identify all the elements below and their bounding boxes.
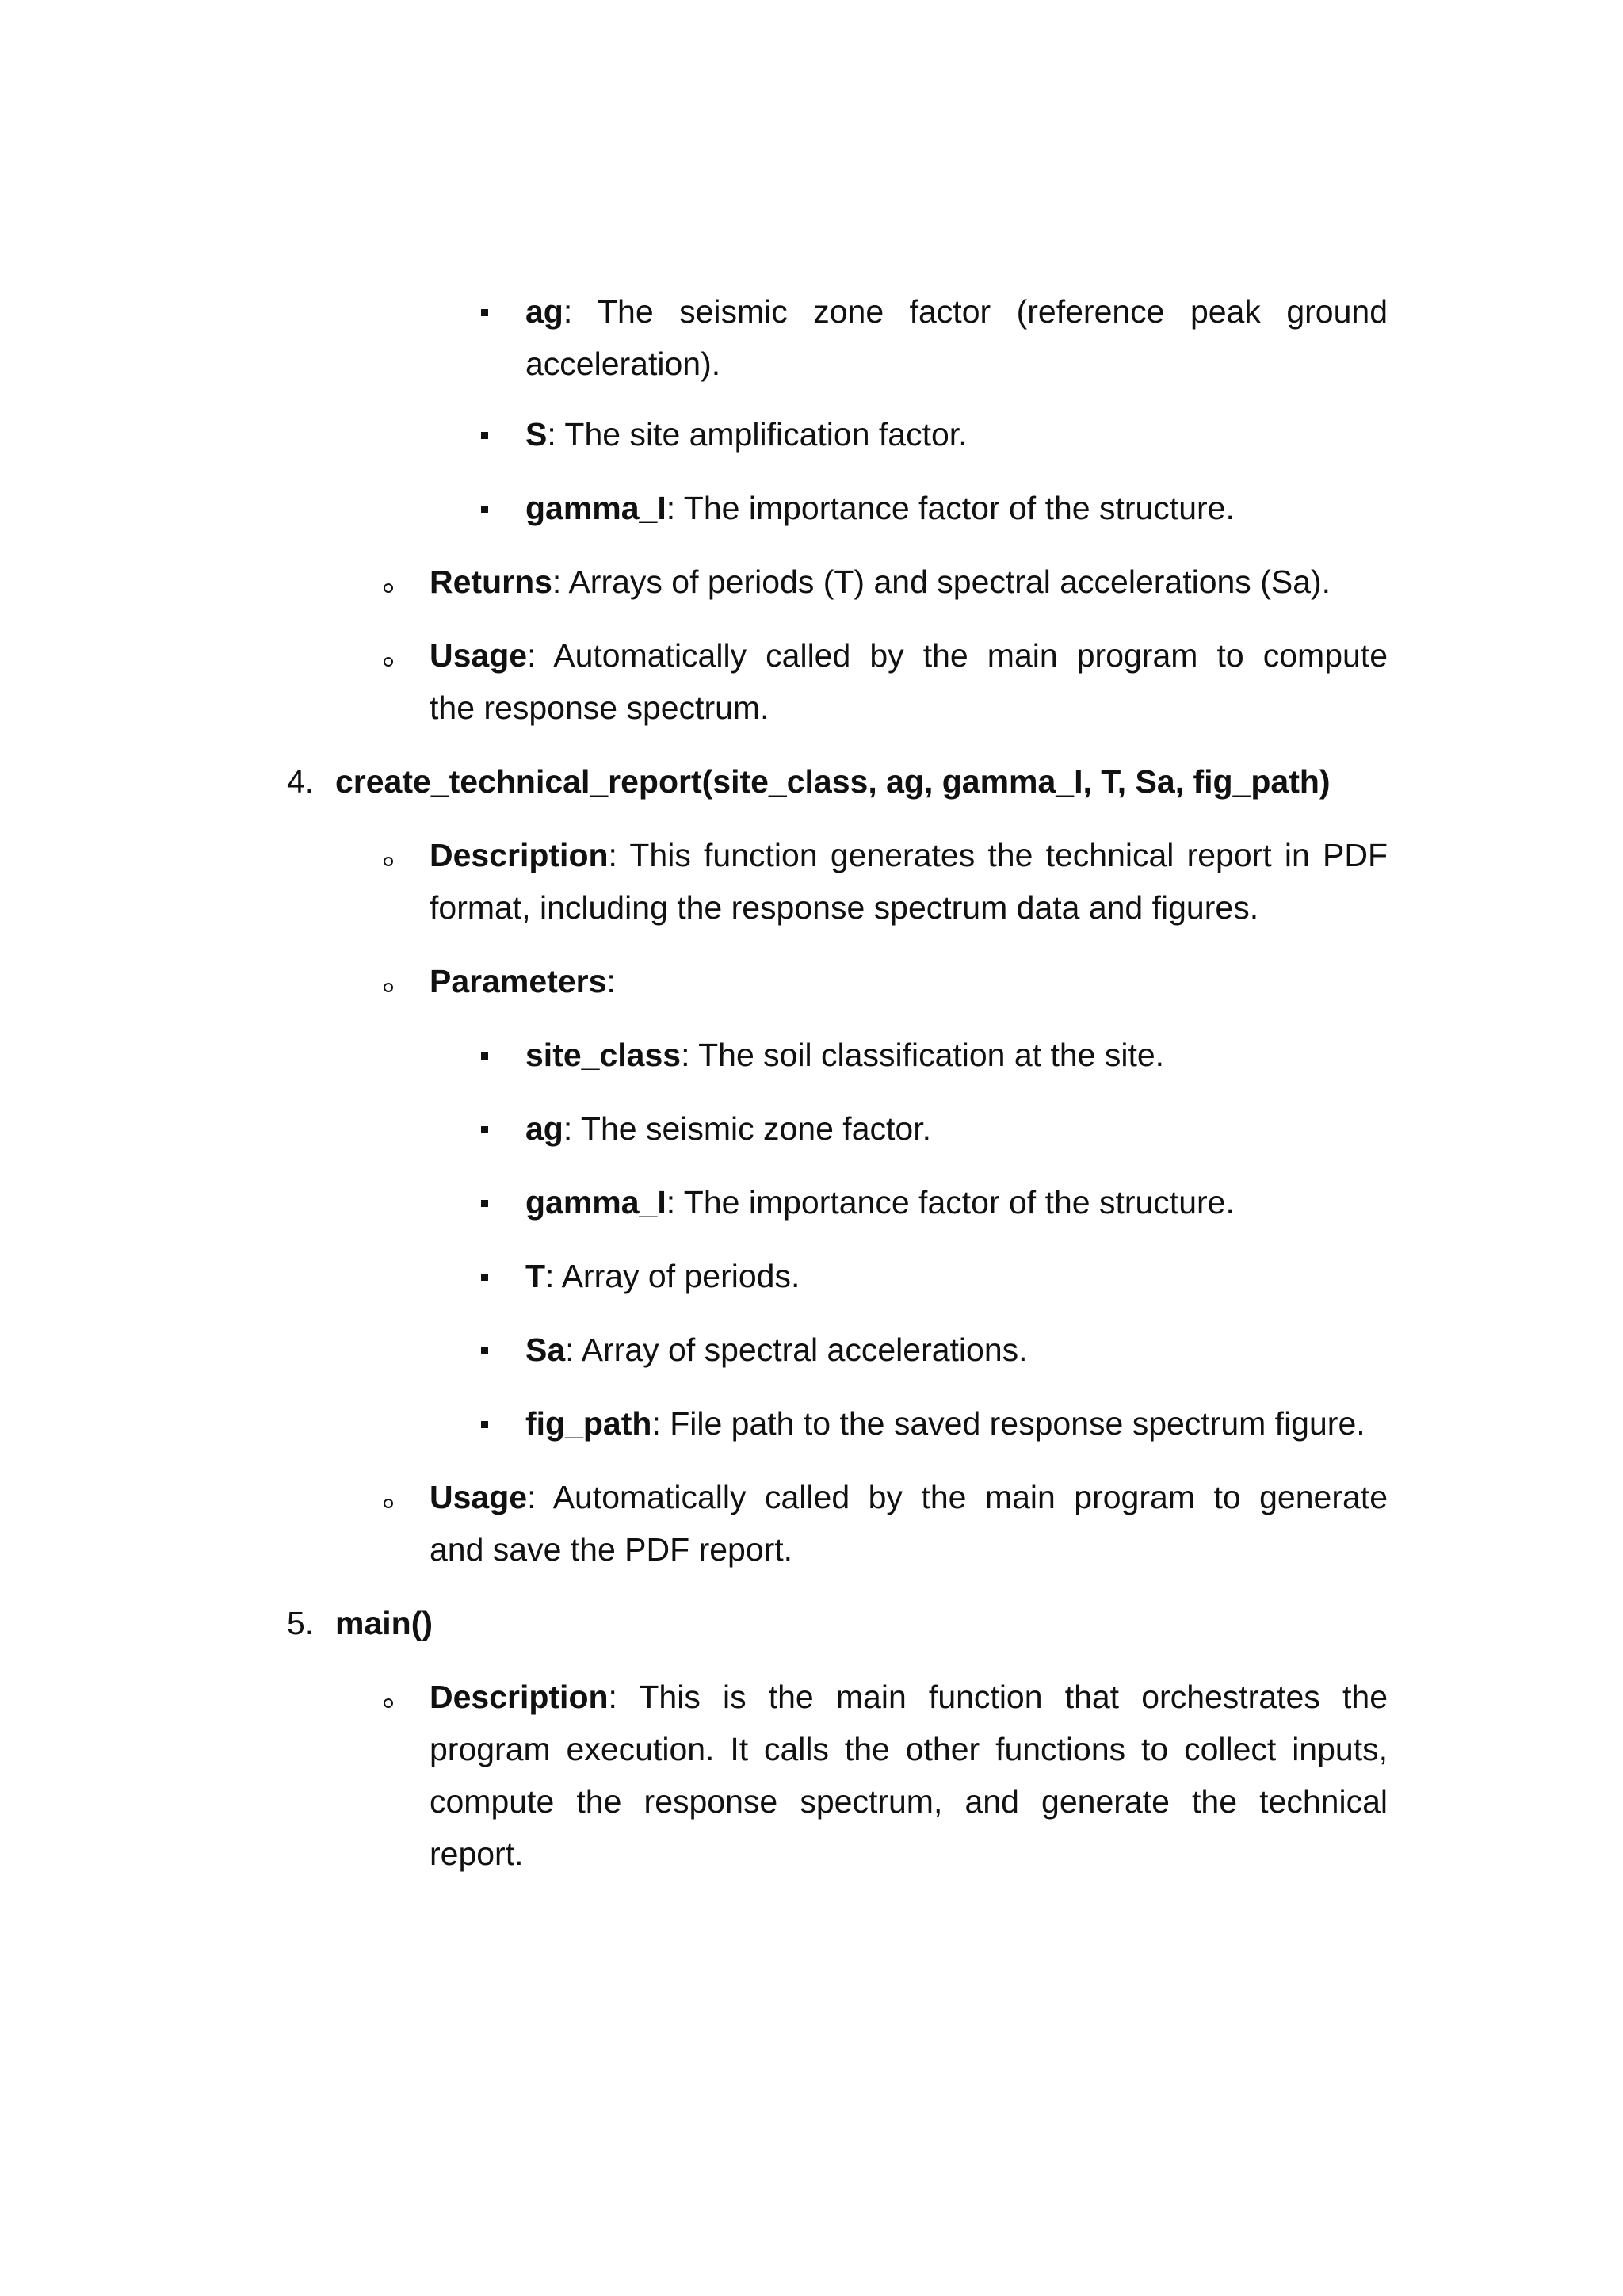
parameters-item: Parameters: <box>430 963 616 999</box>
usage-item-line1 <box>430 1479 1388 1515</box>
item-term: Returns <box>430 563 552 600</box>
description-item-line1 <box>430 837 1388 873</box>
description-item-line1 <box>430 1679 1388 1715</box>
item-term: Usage <box>430 1479 528 1515</box>
param-desc: : The site amplification factor. <box>547 416 968 453</box>
param-desc: : The importance factor of the structure. <box>666 1184 1235 1221</box>
circle-bullet-icon <box>384 1499 393 1508</box>
item-desc: : This is the main function that orchestrates the <box>608 1679 1388 1715</box>
item-desc: : Automatically called by the main program to compute <box>527 637 1388 674</box>
param-term: ag <box>525 1110 563 1147</box>
square-bullet-icon <box>481 1052 488 1060</box>
circle-bullet-icon <box>384 657 393 667</box>
item-term: Parameters <box>430 963 607 999</box>
description-item-line2: program execution. It calls the other functions to collect inputs, <box>430 1731 1388 1767</box>
square-bullet-icon <box>481 1347 488 1354</box>
usage-item-line1 <box>430 637 1388 674</box>
param-desc: : The soil classification at the site. <box>681 1037 1165 1073</box>
param-fig-path <box>525 1405 1365 1442</box>
list-number: 5. <box>287 1605 315 1641</box>
param-term: gamma_I <box>525 490 666 526</box>
param-desc: : Array of spectral accelerations. <box>565 1331 1028 1368</box>
param-s <box>525 416 968 453</box>
param-gamma-i <box>525 1184 1235 1221</box>
usage-item-line2: and save the PDF report. <box>430 1531 793 1568</box>
param-desc: : File path to the saved response spectrum figure. <box>651 1405 1365 1442</box>
square-bullet-icon <box>481 1200 488 1207</box>
square-bullet-icon <box>481 309 488 316</box>
param-ag-line2: acceleration). <box>525 346 721 382</box>
param-term: T <box>525 1258 546 1294</box>
param-desc: : Array of periods. <box>545 1258 800 1294</box>
param-term: site_class <box>525 1037 682 1073</box>
param-term: ag <box>525 293 563 330</box>
param-ag-line1 <box>525 293 1388 330</box>
returns-item <box>430 563 1331 600</box>
function-heading: create_technical_report(site_class, ag, gamma_I, T, Sa, fig_path) <box>335 763 1331 800</box>
param-gamma-i <box>525 490 1235 526</box>
param-term: Sa <box>525 1331 566 1368</box>
square-bullet-icon <box>481 506 488 513</box>
item-desc: : This function generates the technical report in PDF <box>608 837 1388 873</box>
description-item-line4: report. <box>430 1836 524 1872</box>
circle-bullet-icon <box>384 1698 393 1708</box>
param-ag <box>525 1110 931 1147</box>
description-item-line3: compute the response spectrum, and generate the technical <box>430 1783 1388 1820</box>
param-desc: : The seismic zone factor. <box>563 1110 931 1147</box>
function-heading: main() <box>335 1605 433 1641</box>
circle-bullet-icon <box>384 983 393 992</box>
param-desc: : The importance factor of the structure. <box>666 490 1235 526</box>
list-number: 4. <box>287 763 315 800</box>
item-term: Description <box>430 1679 609 1715</box>
square-bullet-icon <box>481 1274 488 1281</box>
item-desc: : Arrays of periods (T) and spectral accelerations (Sa). <box>552 563 1331 600</box>
square-bullet-icon <box>481 1126 488 1133</box>
square-bullet-icon <box>481 432 488 439</box>
item-desc: : Automatically called by the main program to generate <box>527 1479 1388 1515</box>
param-term: gamma_I <box>525 1184 666 1221</box>
square-bullet-icon <box>481 1421 488 1428</box>
param-term: fig_path <box>525 1405 652 1442</box>
param-t <box>525 1258 800 1294</box>
description-item-line2: format, including the response spectrum data and figures. <box>430 889 1259 926</box>
item-term: Usage <box>430 637 528 674</box>
circle-bullet-icon <box>384 583 393 593</box>
usage-item-line2: the response spectrum. <box>430 690 769 726</box>
param-term: S <box>525 416 548 453</box>
param-desc: : The seismic zone factor (reference peak ground <box>563 293 1388 330</box>
circle-bullet-icon <box>384 857 393 866</box>
param-sa <box>525 1331 1028 1368</box>
param-site-class <box>525 1037 1164 1073</box>
item-term: Description <box>430 837 609 873</box>
